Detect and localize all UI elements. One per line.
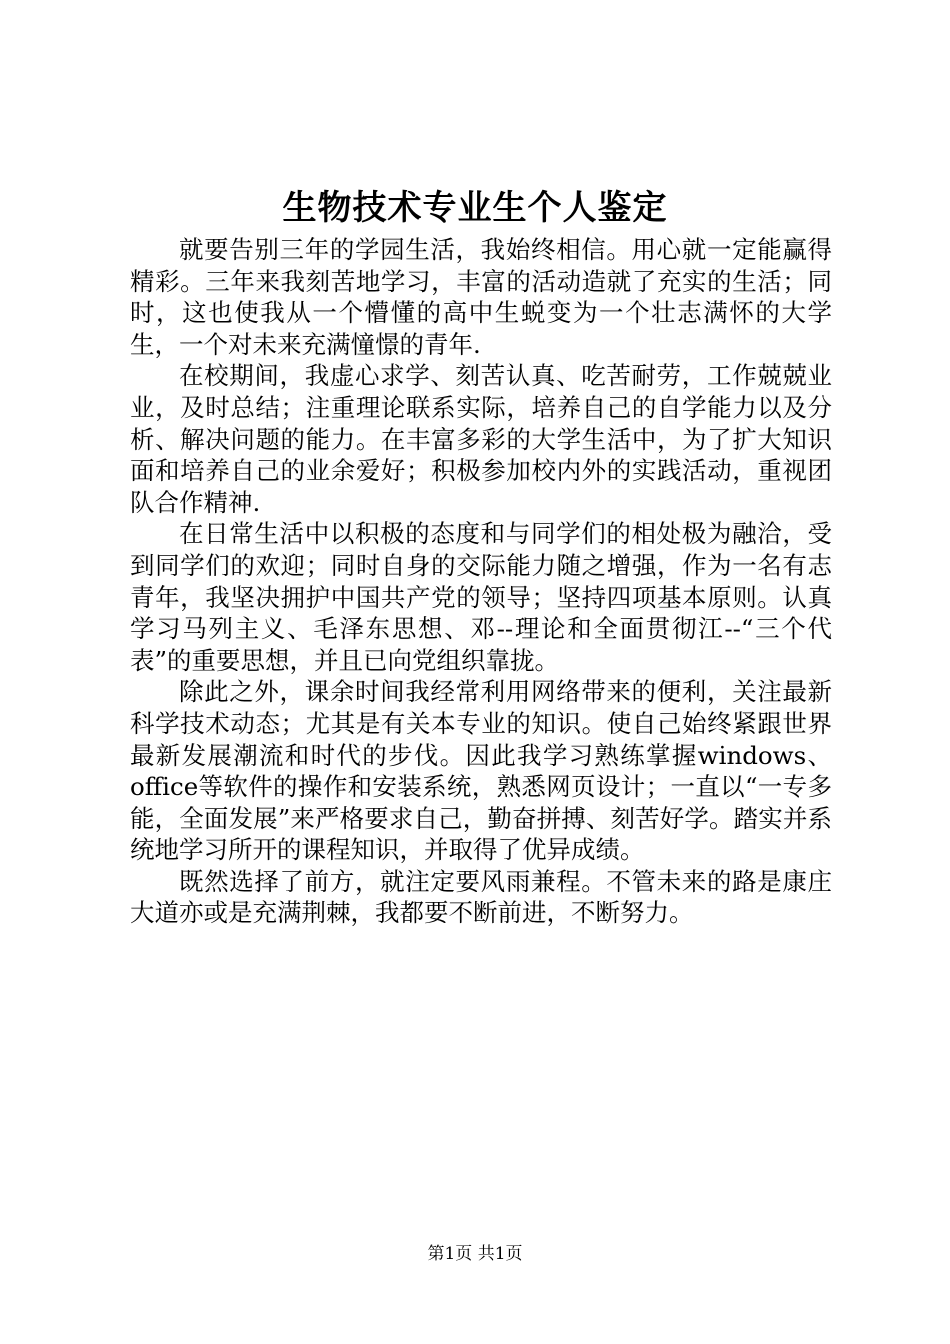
paragraph-3: 在日常生活中以积极的态度和与同学们的相处极为融洽，受到同学们的欢迎；同时自身的交际能力随之增强，作为一名有志青年，我坚决拥护中国共产党的领导；坚持四项基本原则。认真学习马列主义、毛泽东思想、邓--理论和全面贯彻江--“三个代表”的重要思想，并且已向党组织靠拢。: [130, 519, 832, 675]
paragraph-1: 就要告别三年的学园生活，我始终相信。用心就一定能赢得精彩。三年来我刻苦地学习，丰富的活动造就了充实的生活；同时，这也使我从一个懵懂的高中生蜕变为一个壮志满怀的大学生，一个对未来充满憧憬的青年.: [130, 235, 832, 359]
paragraph-2: 在校期间，我虚心求学、刻苦认真、吃苦耐劳，工作兢兢业业，及时总结；注重理论联系实际，培养自己的自学能力以及分析、解决问题的能力。在丰富多彩的大学生活中，为了扩大知识面和培养自己的业余爱好；积极参加校内外的实践活动，重视团队合作精神.: [130, 361, 832, 517]
page-footer: 第1页 共1页: [427, 1244, 523, 1264]
document-title: 生物技术专业生个人鉴定: [282, 188, 668, 228]
document-body: [130, 234, 832, 929]
paragraph-4: 除此之外，课余时间我经常利用网络带来的便利，关注最新科学技术动态；尤其是有关本专业的知识。使自己始终紧跟世界最新发展潮流和时代的步伐。因此我学习熟练掌握windows、office等软件的操作和安装系统，熟悉网页设计；一直以“一专多能，全面发展”来严格要求自己，勤奋拼搏、刻苦好学。踏实并系统地学习所开的课程知识，并取得了优异成绩。: [130, 677, 832, 865]
paragraph-5: 既然选择了前方，就注定要风雨兼程。不管未来的路是康庄大道亦或是充满荆棘，我都要不断前进，不断努力。: [130, 866, 832, 928]
